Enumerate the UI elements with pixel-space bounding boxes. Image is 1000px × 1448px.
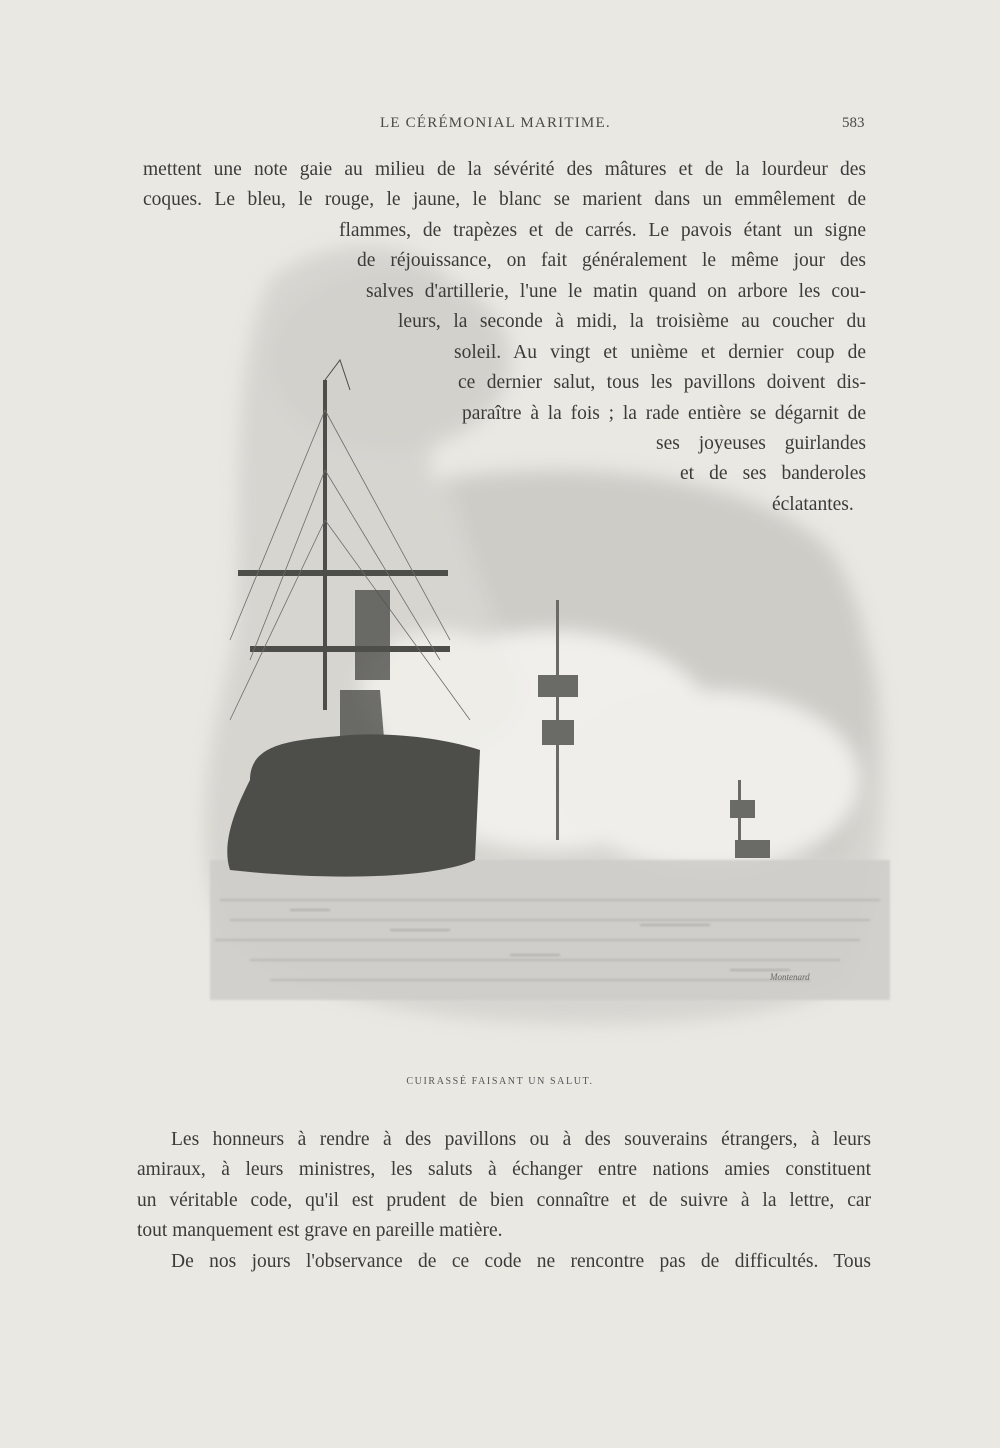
text-line: de réjouissance, on fait généralement le même jour des: [357, 250, 866, 271]
text-line: un véritable code, qu'il est prudent de bien connaître et de suivre à la lettre, car: [137, 1190, 871, 1211]
text-line: Les honneurs à rendre à des pavillons ou à des souverains étrangers, à leurs: [171, 1129, 871, 1150]
illustration-caption: CUIRASSÉ FAISANT UN SALUT.: [406, 1076, 594, 1087]
text-line: ses joyeuses guirlandes: [656, 433, 866, 454]
artist-signature: Montenard: [770, 972, 810, 982]
text-line: et de ses banderoles: [680, 463, 866, 484]
page-number: 583: [842, 115, 865, 131]
text-line: flammes, de trapèzes et de carrés. Le pavois étant un signe: [339, 220, 866, 241]
text-line: mettent une note gaie au milieu de la sévérité des mâtures et de la lourdeur des: [143, 159, 866, 180]
text-line: paraître à la fois ; la rade entière se dégarnit de: [462, 403, 866, 424]
text-line: salves d'artillerie, l'une le matin quand on arbore les cou-: [366, 281, 866, 302]
text-line: amiraux, à leurs ministres, les saluts à échanger entre nations amies constituent: [137, 1159, 871, 1180]
running-title: LE CÉRÉMONIAL MARITIME.: [380, 115, 611, 131]
text-line: leurs, la seconde à midi, la troisième au coucher du: [398, 311, 866, 332]
text-line: ce dernier salut, tous les pavillons doivent dis-: [458, 372, 866, 393]
text-line: éclatantes.: [772, 494, 854, 515]
text-line: De nos jours l'observance de ce code ne rencontre pas de difficultés. Tous: [171, 1251, 871, 1272]
text-line: tout manquement est grave en pareille matière.: [137, 1220, 503, 1241]
text-line: soleil. Au vingt et unième et dernier coup de: [454, 342, 866, 363]
text-line: coques. Le bleu, le rouge, le jaune, le blanc se marient dans un emmêlement de: [143, 189, 866, 210]
